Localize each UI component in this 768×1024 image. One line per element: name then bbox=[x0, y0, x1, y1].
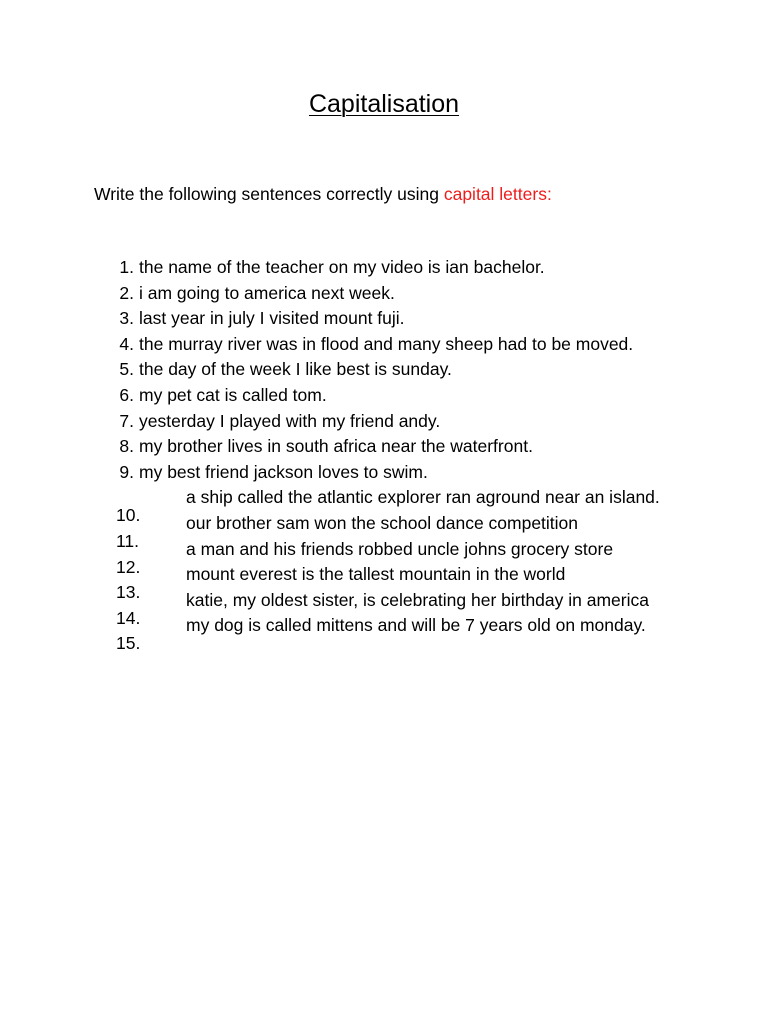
list-item bbox=[94, 281, 674, 307]
item-number: 10. bbox=[116, 505, 141, 526]
list-item bbox=[94, 460, 674, 486]
item-text: a ship called the atlantic explorer ran aground near an island. bbox=[186, 487, 660, 508]
item-text: my brother lives in south africa near the waterfront. bbox=[139, 436, 533, 457]
item-text: my best friend jackson loves to swim. bbox=[139, 461, 428, 482]
item-number: 12. bbox=[116, 556, 141, 577]
list-item bbox=[94, 613, 674, 654]
item-text: the day of the week I like best is sunday. bbox=[139, 359, 452, 380]
item-text: my pet cat is called tom. bbox=[139, 384, 327, 405]
item-text: katie, my oldest sister, is celebrating her birthday in america bbox=[186, 589, 649, 610]
item-text: the name of the teacher on my video is ian bachelor. bbox=[139, 257, 545, 277]
item-text: last year in july I visited mount fuji. bbox=[139, 308, 405, 329]
item-number: 3. bbox=[119, 308, 134, 329]
item-number: 14. bbox=[116, 607, 141, 628]
item-text: i am going to america next week. bbox=[139, 282, 395, 303]
item-number: 8. bbox=[119, 436, 134, 457]
page-title: Capitalisation bbox=[308, 90, 460, 118]
item-text: our brother sam won the school dance competition bbox=[186, 512, 579, 533]
item-text: mount everest is the tallest mountain in the world bbox=[186, 564, 566, 585]
item-text: yesterday I played with my friend andy. bbox=[139, 410, 441, 431]
item-number: 9. bbox=[119, 461, 134, 482]
instruction-text bbox=[94, 184, 552, 205]
item-number: 2. bbox=[119, 282, 134, 303]
instruction-highlight: capital letters: bbox=[443, 184, 552, 204]
item-number: 15. bbox=[116, 633, 141, 654]
item-number: 4. bbox=[119, 333, 134, 354]
item-text: my dog is called mittens and will be 7 years old on monday. bbox=[186, 615, 646, 636]
item-number: 5. bbox=[119, 359, 134, 380]
sentence-list bbox=[94, 255, 674, 654]
instruction-lead: Write the following sentences correctly using bbox=[94, 184, 444, 204]
item-number: 6. bbox=[119, 384, 134, 405]
item-number: 13. bbox=[116, 582, 141, 603]
list-item bbox=[94, 383, 674, 409]
item-number: 7. bbox=[119, 410, 134, 431]
list-item bbox=[94, 434, 674, 460]
item-number: 11. bbox=[116, 530, 140, 551]
item-text: the murray river was in flood and many sheep had to be moved. bbox=[139, 333, 634, 354]
item-number: 1. bbox=[119, 257, 134, 277]
list-item bbox=[94, 332, 674, 358]
list-item bbox=[94, 306, 674, 332]
list-item bbox=[94, 357, 674, 383]
list-item bbox=[94, 409, 674, 435]
list-item bbox=[94, 255, 674, 281]
item-text: a man and his friends robbed uncle johns grocery store bbox=[186, 538, 614, 559]
